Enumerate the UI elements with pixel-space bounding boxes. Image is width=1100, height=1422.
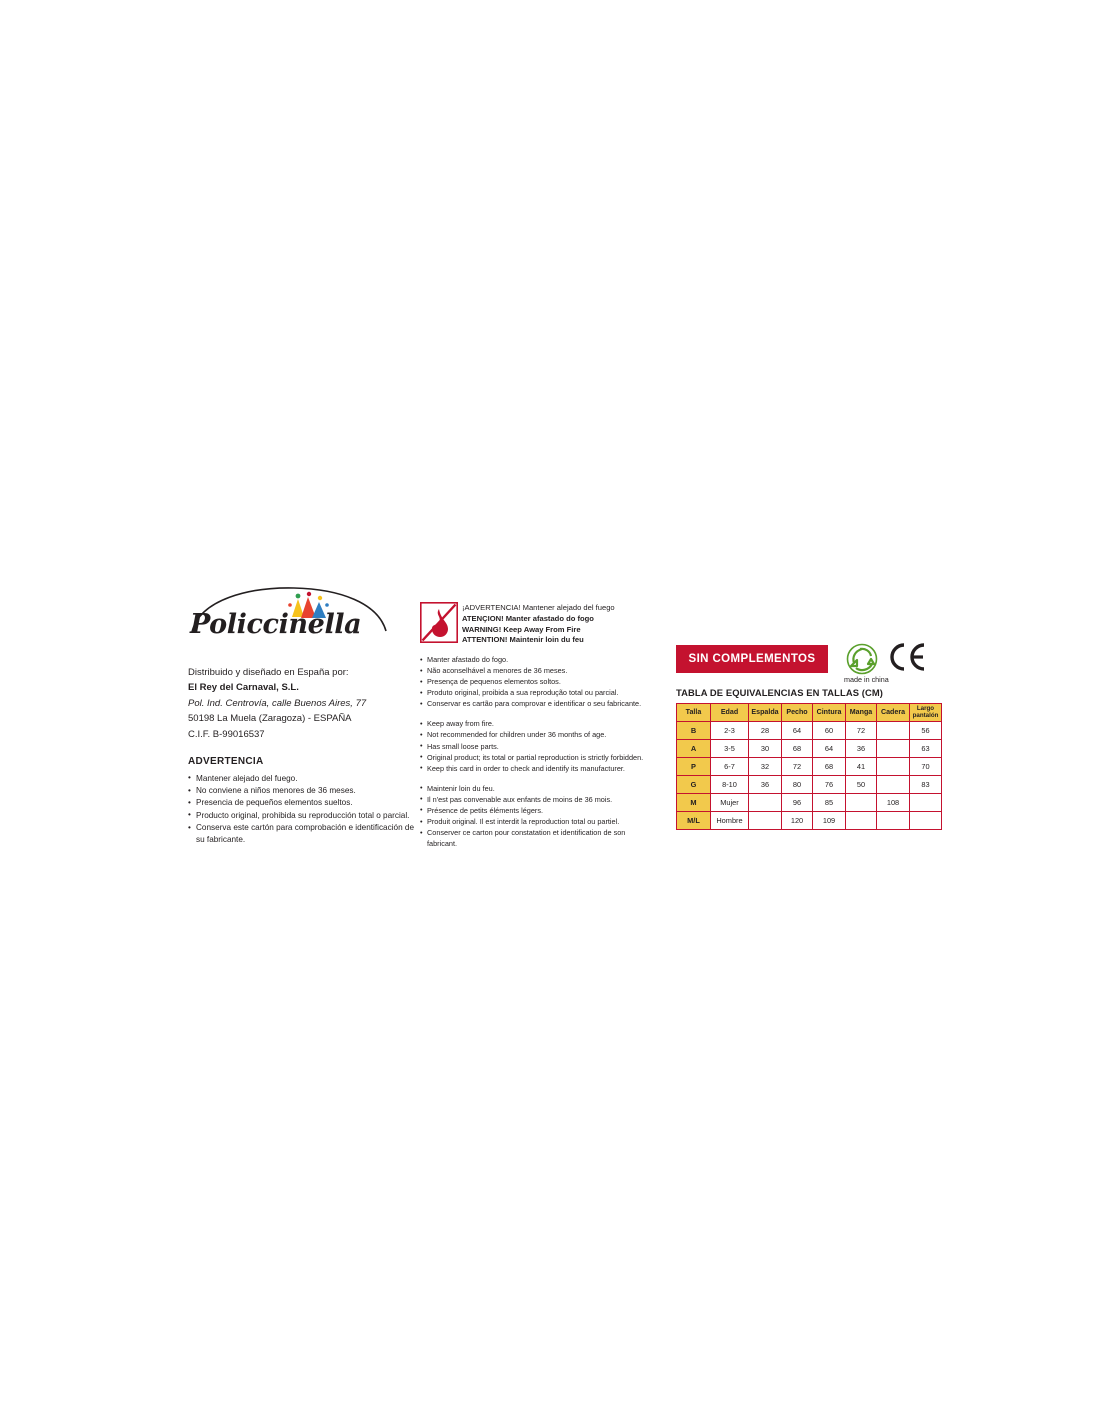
cell-edad: Mujer bbox=[711, 794, 749, 812]
brand-name: Policcinella bbox=[190, 609, 362, 640]
cell-pecho: 120 bbox=[782, 812, 813, 830]
middle-column bbox=[420, 602, 652, 858]
cell-cintura: 85 bbox=[813, 794, 846, 812]
distributor-block bbox=[188, 665, 418, 742]
list-item: • Produto original, proibida a sua reprodução total ou parcial. bbox=[420, 687, 652, 698]
cell-talla: M bbox=[677, 794, 711, 812]
warning-list-es bbox=[188, 773, 418, 847]
column-header-cintura: Cintura bbox=[813, 704, 846, 722]
fire-line-en: WARNING! Keep Away From Fire bbox=[462, 624, 581, 634]
cell-cintura: 76 bbox=[813, 776, 846, 794]
warning-title: ADVERTENCIA bbox=[188, 755, 264, 767]
fire-line-es: ¡ADVERTENCIA! Mantener alejado del fuego bbox=[462, 603, 615, 612]
size-equivalence-table bbox=[676, 703, 942, 830]
cell-edad: Hombre bbox=[711, 812, 749, 830]
cell-pecho: 64 bbox=[782, 722, 813, 740]
cell-cadera bbox=[877, 722, 910, 740]
table-row bbox=[677, 758, 942, 776]
list-item: • Not recommended for children under 36 months of age. bbox=[420, 729, 652, 740]
column-header-talla: Talla bbox=[677, 704, 711, 722]
header-largo-line2: pantalón bbox=[912, 711, 939, 719]
cell-talla: P bbox=[677, 758, 711, 776]
list-item: • No conviene a niños menores de 36 meses. bbox=[188, 785, 418, 797]
cell-largo bbox=[910, 794, 942, 812]
header-largo-line1: Largo bbox=[916, 705, 935, 713]
cell-pecho: 68 bbox=[782, 740, 813, 758]
cell-espalda: 28 bbox=[749, 722, 782, 740]
table-row bbox=[677, 794, 942, 812]
table-header-row bbox=[677, 704, 942, 722]
no-fire-icon bbox=[420, 602, 458, 643]
list-item: • Presencia de pequeños elementos sueltos. bbox=[188, 797, 418, 809]
address-line-2: 50198 La Muela (Zaragoza) - ESPAÑA bbox=[188, 713, 352, 725]
badges-row bbox=[676, 645, 942, 685]
company-name: El Rey del Carnaval, S.L. bbox=[188, 682, 299, 694]
cell-talla: G bbox=[677, 776, 711, 794]
cell-largo: 83 bbox=[910, 776, 942, 794]
table-row bbox=[677, 812, 942, 830]
brand-logo bbox=[190, 585, 388, 655]
table-row bbox=[677, 740, 942, 758]
cell-largo: 63 bbox=[910, 740, 942, 758]
table-row bbox=[677, 722, 942, 740]
multilingual-lists bbox=[420, 654, 652, 849]
cell-cadera bbox=[877, 758, 910, 776]
list-item: • Has small loose parts. bbox=[420, 741, 652, 752]
cell-manga bbox=[846, 794, 877, 812]
list-item: • Il n'est pas convenable aux enfants de moins de 36 mois. bbox=[420, 794, 652, 805]
distributed-label: Distribuido y diseñado en España por: bbox=[188, 667, 349, 678]
cell-pecho: 96 bbox=[782, 794, 813, 812]
cell-cadera bbox=[877, 812, 910, 830]
list-item: • Keep away from fire. bbox=[420, 718, 652, 729]
cell-manga: 41 bbox=[846, 758, 877, 776]
column-header-edad: Edad bbox=[711, 704, 749, 722]
cell-edad: 3-5 bbox=[711, 740, 749, 758]
warning-list-fr bbox=[420, 783, 652, 849]
list-item: • Mantener alejado del fuego. bbox=[188, 773, 418, 785]
list-item: • Présence de petits éléments légers. bbox=[420, 805, 652, 816]
cell-largo: 70 bbox=[910, 758, 942, 776]
fire-warning-text bbox=[462, 603, 615, 646]
cell-talla: A bbox=[677, 740, 711, 758]
column-header-cadera: Cadera bbox=[877, 704, 910, 722]
recycle-icon bbox=[846, 643, 878, 675]
warning-list-en bbox=[420, 718, 652, 773]
cell-manga: 72 bbox=[846, 722, 877, 740]
list-item: • Conserva este cartón para comprobación e identificación de su fabricante. bbox=[188, 822, 418, 847]
list-item: • Manter afastado do fogo. bbox=[420, 654, 652, 665]
cell-pecho: 80 bbox=[782, 776, 813, 794]
cell-espalda bbox=[749, 812, 782, 830]
cell-edad: 2-3 bbox=[711, 722, 749, 740]
cell-manga bbox=[846, 812, 877, 830]
made-in-label: made in china bbox=[844, 675, 889, 684]
cell-espalda: 32 bbox=[749, 758, 782, 776]
cell-talla: M/L bbox=[677, 812, 711, 830]
column-header-espalda: Espalda bbox=[749, 704, 782, 722]
cell-cadera: 108 bbox=[877, 794, 910, 812]
cell-espalda bbox=[749, 794, 782, 812]
cell-manga: 36 bbox=[846, 740, 877, 758]
list-item: • Presença de pequenos elementos soltos. bbox=[420, 676, 652, 687]
ce-mark-icon bbox=[884, 641, 930, 673]
size-table-title: TABLA DE EQUIVALENCIAS EN TALLAS (CM) bbox=[676, 687, 883, 698]
list-item: • Maintenir loin du feu. bbox=[420, 783, 652, 794]
column-header-manga: Manga bbox=[846, 704, 877, 722]
cell-largo bbox=[910, 812, 942, 830]
list-item: • Producto original, prohibida su reproducción total o parcial. bbox=[188, 810, 418, 822]
cell-cintura: 109 bbox=[813, 812, 846, 830]
list-item: • Não aconselhável a menores de 36 meses. bbox=[420, 665, 652, 676]
cell-edad: 8-10 bbox=[711, 776, 749, 794]
list-item: • Conserver ce carton pour constatation et identification de son fabricant. bbox=[420, 827, 652, 849]
cell-pecho: 72 bbox=[782, 758, 813, 776]
list-item: • Keep this card in order to check and identify its manufacturer. bbox=[420, 763, 652, 774]
cell-cintura: 60 bbox=[813, 722, 846, 740]
column-header-largo-pantalon bbox=[910, 704, 942, 722]
cell-espalda: 36 bbox=[749, 776, 782, 794]
cell-manga: 50 bbox=[846, 776, 877, 794]
fire-warning-block bbox=[420, 602, 652, 646]
cell-talla: B bbox=[677, 722, 711, 740]
fire-line-fr: ATTENTION! Maintenir loin du feu bbox=[462, 635, 584, 645]
cell-largo: 56 bbox=[910, 722, 942, 740]
fire-line-pt: ATENÇION! Manter afastado do fogo bbox=[462, 613, 594, 623]
cell-cadera bbox=[877, 740, 910, 758]
list-item: • Original product; its total or partial reproduction is strictly forbidden. bbox=[420, 752, 652, 763]
right-column bbox=[676, 645, 942, 830]
left-column bbox=[188, 585, 418, 847]
cif-number: C.I.F. B-99016537 bbox=[188, 728, 265, 740]
list-item: • Produit original. Il est interdit la reproduction total ou partiel. bbox=[420, 816, 652, 827]
warning-list-pt bbox=[420, 654, 652, 709]
cell-cintura: 64 bbox=[813, 740, 846, 758]
address-line-1: Pol. Ind. Centrovía, calle Buenos Aires, 77 bbox=[188, 697, 367, 709]
cell-edad: 6-7 bbox=[711, 758, 749, 776]
column-header-pecho: Pecho bbox=[782, 704, 813, 722]
table-row bbox=[677, 776, 942, 794]
cell-espalda: 30 bbox=[749, 740, 782, 758]
no-accessories-badge: SIN COMPLEMENTOS bbox=[676, 645, 828, 673]
cell-cintura: 68 bbox=[813, 758, 846, 776]
cell-cadera bbox=[877, 776, 910, 794]
list-item: • Conservar es cartão para comprovar e identificar o seu fabricante. bbox=[420, 698, 652, 709]
